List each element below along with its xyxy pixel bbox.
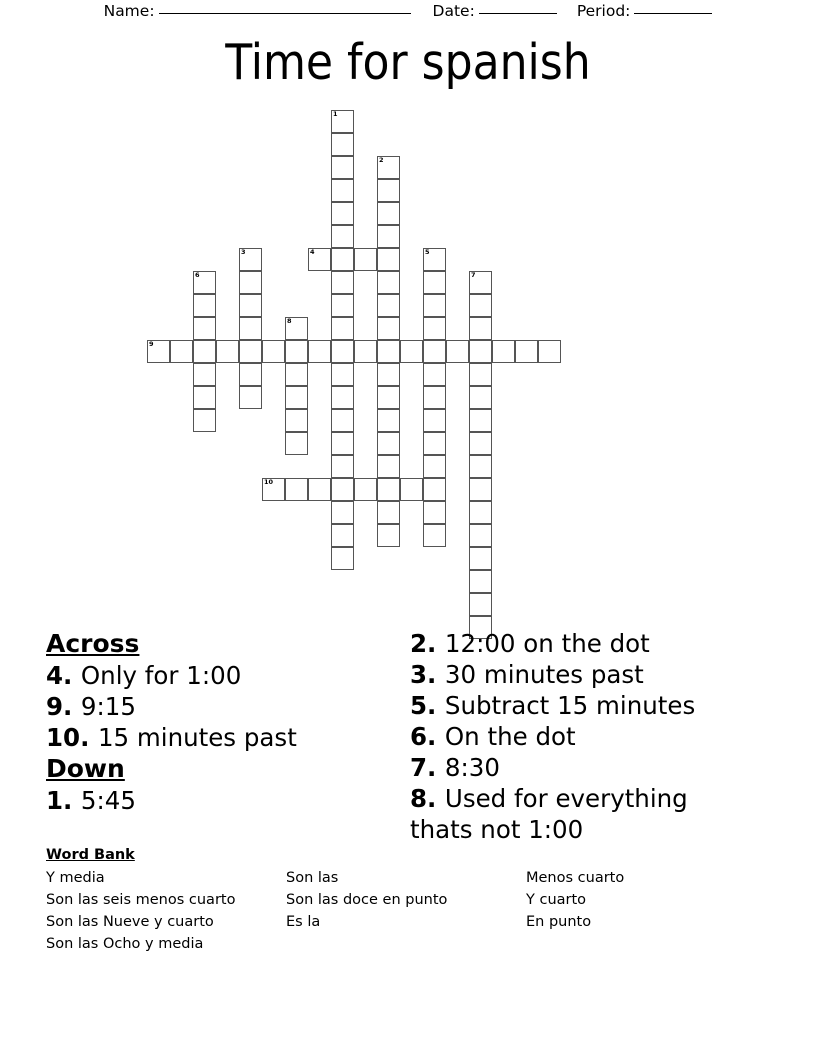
grid-cell[interactable] [469,432,492,455]
grid-cell[interactable] [193,340,216,363]
grid-cell[interactable] [469,455,492,478]
clue-down-7 [410,752,710,783]
clue-number: 8. [410,784,445,813]
grid-cell[interactable] [331,478,354,501]
grid-cell[interactable] [377,409,400,432]
across-clue-list [46,660,396,753]
grid-cell[interactable] [492,340,515,363]
grid-cell[interactable] [239,271,262,294]
grid-cell[interactable] [216,340,239,363]
clue-number: 6. [410,722,445,751]
grid-cell-number: 7 [471,271,476,279]
period-label: Period: [576,2,631,20]
grid-cell[interactable] [193,409,216,432]
grid-cell[interactable] [377,271,400,294]
grid-cell[interactable] [331,409,354,432]
clue-text: 12:00 on the dot [444,629,650,658]
worksheet-header [0,2,816,28]
grid-cell[interactable] [331,340,354,363]
period-input[interactable] [634,13,712,14]
grid-cell[interactable] [423,432,446,455]
grid-cell[interactable] [331,225,354,248]
date-label: Date: [432,2,475,20]
grid-cell-number: 4 [310,248,315,256]
clue-number: 2. [410,629,445,658]
grid-cell[interactable] [469,409,492,432]
grid-cell[interactable] [377,455,400,478]
word-bank-spacer [286,933,526,955]
clue-down-6 [410,721,710,752]
grid-cell-number: 8 [287,317,292,325]
grid-cell[interactable] [285,363,308,386]
clue-text: 5:45 [80,786,136,815]
clues-column-left [46,628,396,816]
grid-cell[interactable] [377,478,400,501]
grid-cell[interactable] [193,363,216,386]
grid-cell[interactable] [331,501,354,524]
grid-cell[interactable] [423,524,446,547]
grid-cell[interactable] [469,294,492,317]
word-bank-word: Y cuarto [526,892,587,908]
grid-cell[interactable] [377,432,400,455]
grid-cell[interactable] [285,317,308,340]
clue-down-2 [410,628,710,659]
grid-cell[interactable] [423,501,446,524]
grid-cell[interactable] [469,271,492,294]
grid-cell[interactable] [193,386,216,409]
grid-cell[interactable] [239,386,262,409]
grid-cell[interactable] [377,179,400,202]
grid-cell-number: 3 [241,248,246,256]
grid-cell[interactable] [469,547,492,570]
grid-cell[interactable] [377,248,400,271]
grid-cell[interactable] [423,478,446,501]
grid-cell[interactable] [239,340,262,363]
period-field-group [577,2,713,20]
name-input[interactable] [159,13,411,14]
down-heading: Down [46,754,125,783]
grid-cell[interactable] [331,202,354,225]
grid-cell[interactable] [147,340,170,363]
grid-cell[interactable] [377,225,400,248]
word-bank-word: En punto [526,914,592,930]
grid-cell[interactable] [423,340,446,363]
grid-cell[interactable] [423,248,446,271]
grid-cell[interactable] [308,478,331,501]
grid-cell[interactable] [239,294,262,317]
crossword-grid[interactable] [147,110,572,640]
grid-cell[interactable] [331,317,354,340]
grid-cell-number: 9 [149,340,154,348]
across-heading: Across [46,629,140,658]
clue-down-3 [410,659,710,690]
grid-cell[interactable] [170,340,193,363]
grid-cell[interactable] [423,363,446,386]
grid-cell[interactable] [469,317,492,340]
grid-cell[interactable] [377,340,400,363]
grid-cell[interactable] [331,133,354,156]
date-field-group [433,2,557,20]
grid-cell[interactable] [285,340,308,363]
word-bank-word: Son las seis menos cuarto [46,892,236,908]
grid-cell[interactable] [377,317,400,340]
clue-text: Only for 1:00 [80,661,242,690]
clue-down-8 [410,783,710,845]
clue-text: 9:15 [80,692,136,721]
clue-across-4 [46,660,396,691]
grid-cell[interactable] [331,455,354,478]
grid-cell[interactable] [377,202,400,225]
clue-text: Used for everything thats not 1:00 [410,784,688,844]
grid-cell[interactable] [469,570,492,593]
down-clue-list-right [410,628,710,845]
grid-cell-number: 5 [425,248,430,256]
grid-cell[interactable] [331,432,354,455]
clue-number: 9. [46,692,81,721]
clue-text: 30 minutes past [444,660,644,689]
grid-cell[interactable] [538,340,561,363]
grid-cell[interactable] [239,248,262,271]
grid-cell[interactable] [469,478,492,501]
grid-cell[interactable] [354,340,377,363]
grid-cell[interactable] [331,524,354,547]
clue-number: 5. [410,691,445,720]
grid-cell-number: 10 [264,478,274,486]
word-bank-list [46,867,776,955]
grid-cell[interactable] [354,478,377,501]
grid-cell[interactable] [354,248,377,271]
word-bank-section [46,845,776,955]
clue-down-5 [410,690,710,721]
grid-cell[interactable] [331,294,354,317]
grid-cell[interactable] [469,593,492,616]
word-bank-word: Son las doce en punto [286,892,448,908]
clue-number: 10. [46,723,98,752]
grid-cell[interactable] [469,501,492,524]
clue-down-1 [46,785,396,816]
grid-cell[interactable] [193,294,216,317]
grid-cell[interactable] [262,478,285,501]
grid-cell[interactable] [469,340,492,363]
grid-cell[interactable] [285,409,308,432]
grid-cell[interactable] [423,386,446,409]
grid-cell[interactable] [423,409,446,432]
grid-cell[interactable] [377,156,400,179]
grid-cell[interactable] [469,363,492,386]
grid-cell[interactable] [331,248,354,271]
clue-number: 4. [46,661,81,690]
grid-cell[interactable] [239,363,262,386]
grid-cell[interactable] [193,271,216,294]
grid-cell[interactable] [285,432,308,455]
clue-text: On the dot [444,722,576,751]
grid-cell-number: 2 [379,156,384,164]
grid-cell[interactable] [377,501,400,524]
grid-cell[interactable] [377,294,400,317]
grid-cell[interactable] [377,524,400,547]
clue-number: 1. [46,786,81,815]
grid-cell[interactable] [285,386,308,409]
grid-cell[interactable] [423,455,446,478]
grid-cell[interactable] [377,386,400,409]
grid-cell[interactable] [446,340,469,363]
grid-cell[interactable] [331,271,354,294]
clue-across-10 [46,722,396,753]
grid-cell[interactable] [331,386,354,409]
word-bank-word: Son las [286,870,339,886]
word-bank-spacer [526,933,766,955]
grid-cell[interactable] [400,340,423,363]
name-label: Name: [103,2,155,20]
clue-text: 8:30 [444,753,500,782]
grid-cell[interactable] [331,110,354,133]
grid-cell[interactable] [469,524,492,547]
grid-cell[interactable] [308,248,331,271]
clue-text: 15 minutes past [97,723,297,752]
grid-cell[interactable] [331,156,354,179]
grid-cell[interactable] [331,179,354,202]
grid-cell[interactable] [193,317,216,340]
grid-cell-number: 6 [195,271,200,279]
name-field-group [104,2,411,20]
word-bank-word: Y media [46,870,105,886]
grid-cell[interactable] [515,340,538,363]
page-title: Time for spanish [225,34,591,91]
clue-text: Subtract 15 minutes [444,691,696,720]
down-clue-list-left [46,785,396,816]
grid-cell[interactable] [331,547,354,570]
grid-cell[interactable] [469,386,492,409]
grid-cell-number: 1 [333,110,338,118]
word-bank-word: Son las Ocho y media [46,936,204,952]
grid-cell[interactable] [423,271,446,294]
grid-cell[interactable] [400,478,423,501]
date-input[interactable] [479,13,557,14]
grid-cell[interactable] [239,317,262,340]
word-bank-heading: Word Bank [46,847,135,863]
clue-number: 3. [410,660,445,689]
word-bank-word: Es la [286,914,321,930]
word-bank-word: Son las Nueve y cuarto [46,914,214,930]
clues-section [0,628,816,844]
grid-cell[interactable] [423,294,446,317]
word-bank-word: Menos cuarto [526,870,625,886]
grid-cell[interactable] [423,317,446,340]
grid-cell[interactable] [308,340,331,363]
clues-column-right [410,628,710,845]
grid-cell[interactable] [262,340,285,363]
grid-cell[interactable] [331,363,354,386]
clue-number: 7. [410,753,445,782]
grid-cell[interactable] [285,478,308,501]
clue-across-9 [46,691,396,722]
grid-cell[interactable] [377,363,400,386]
